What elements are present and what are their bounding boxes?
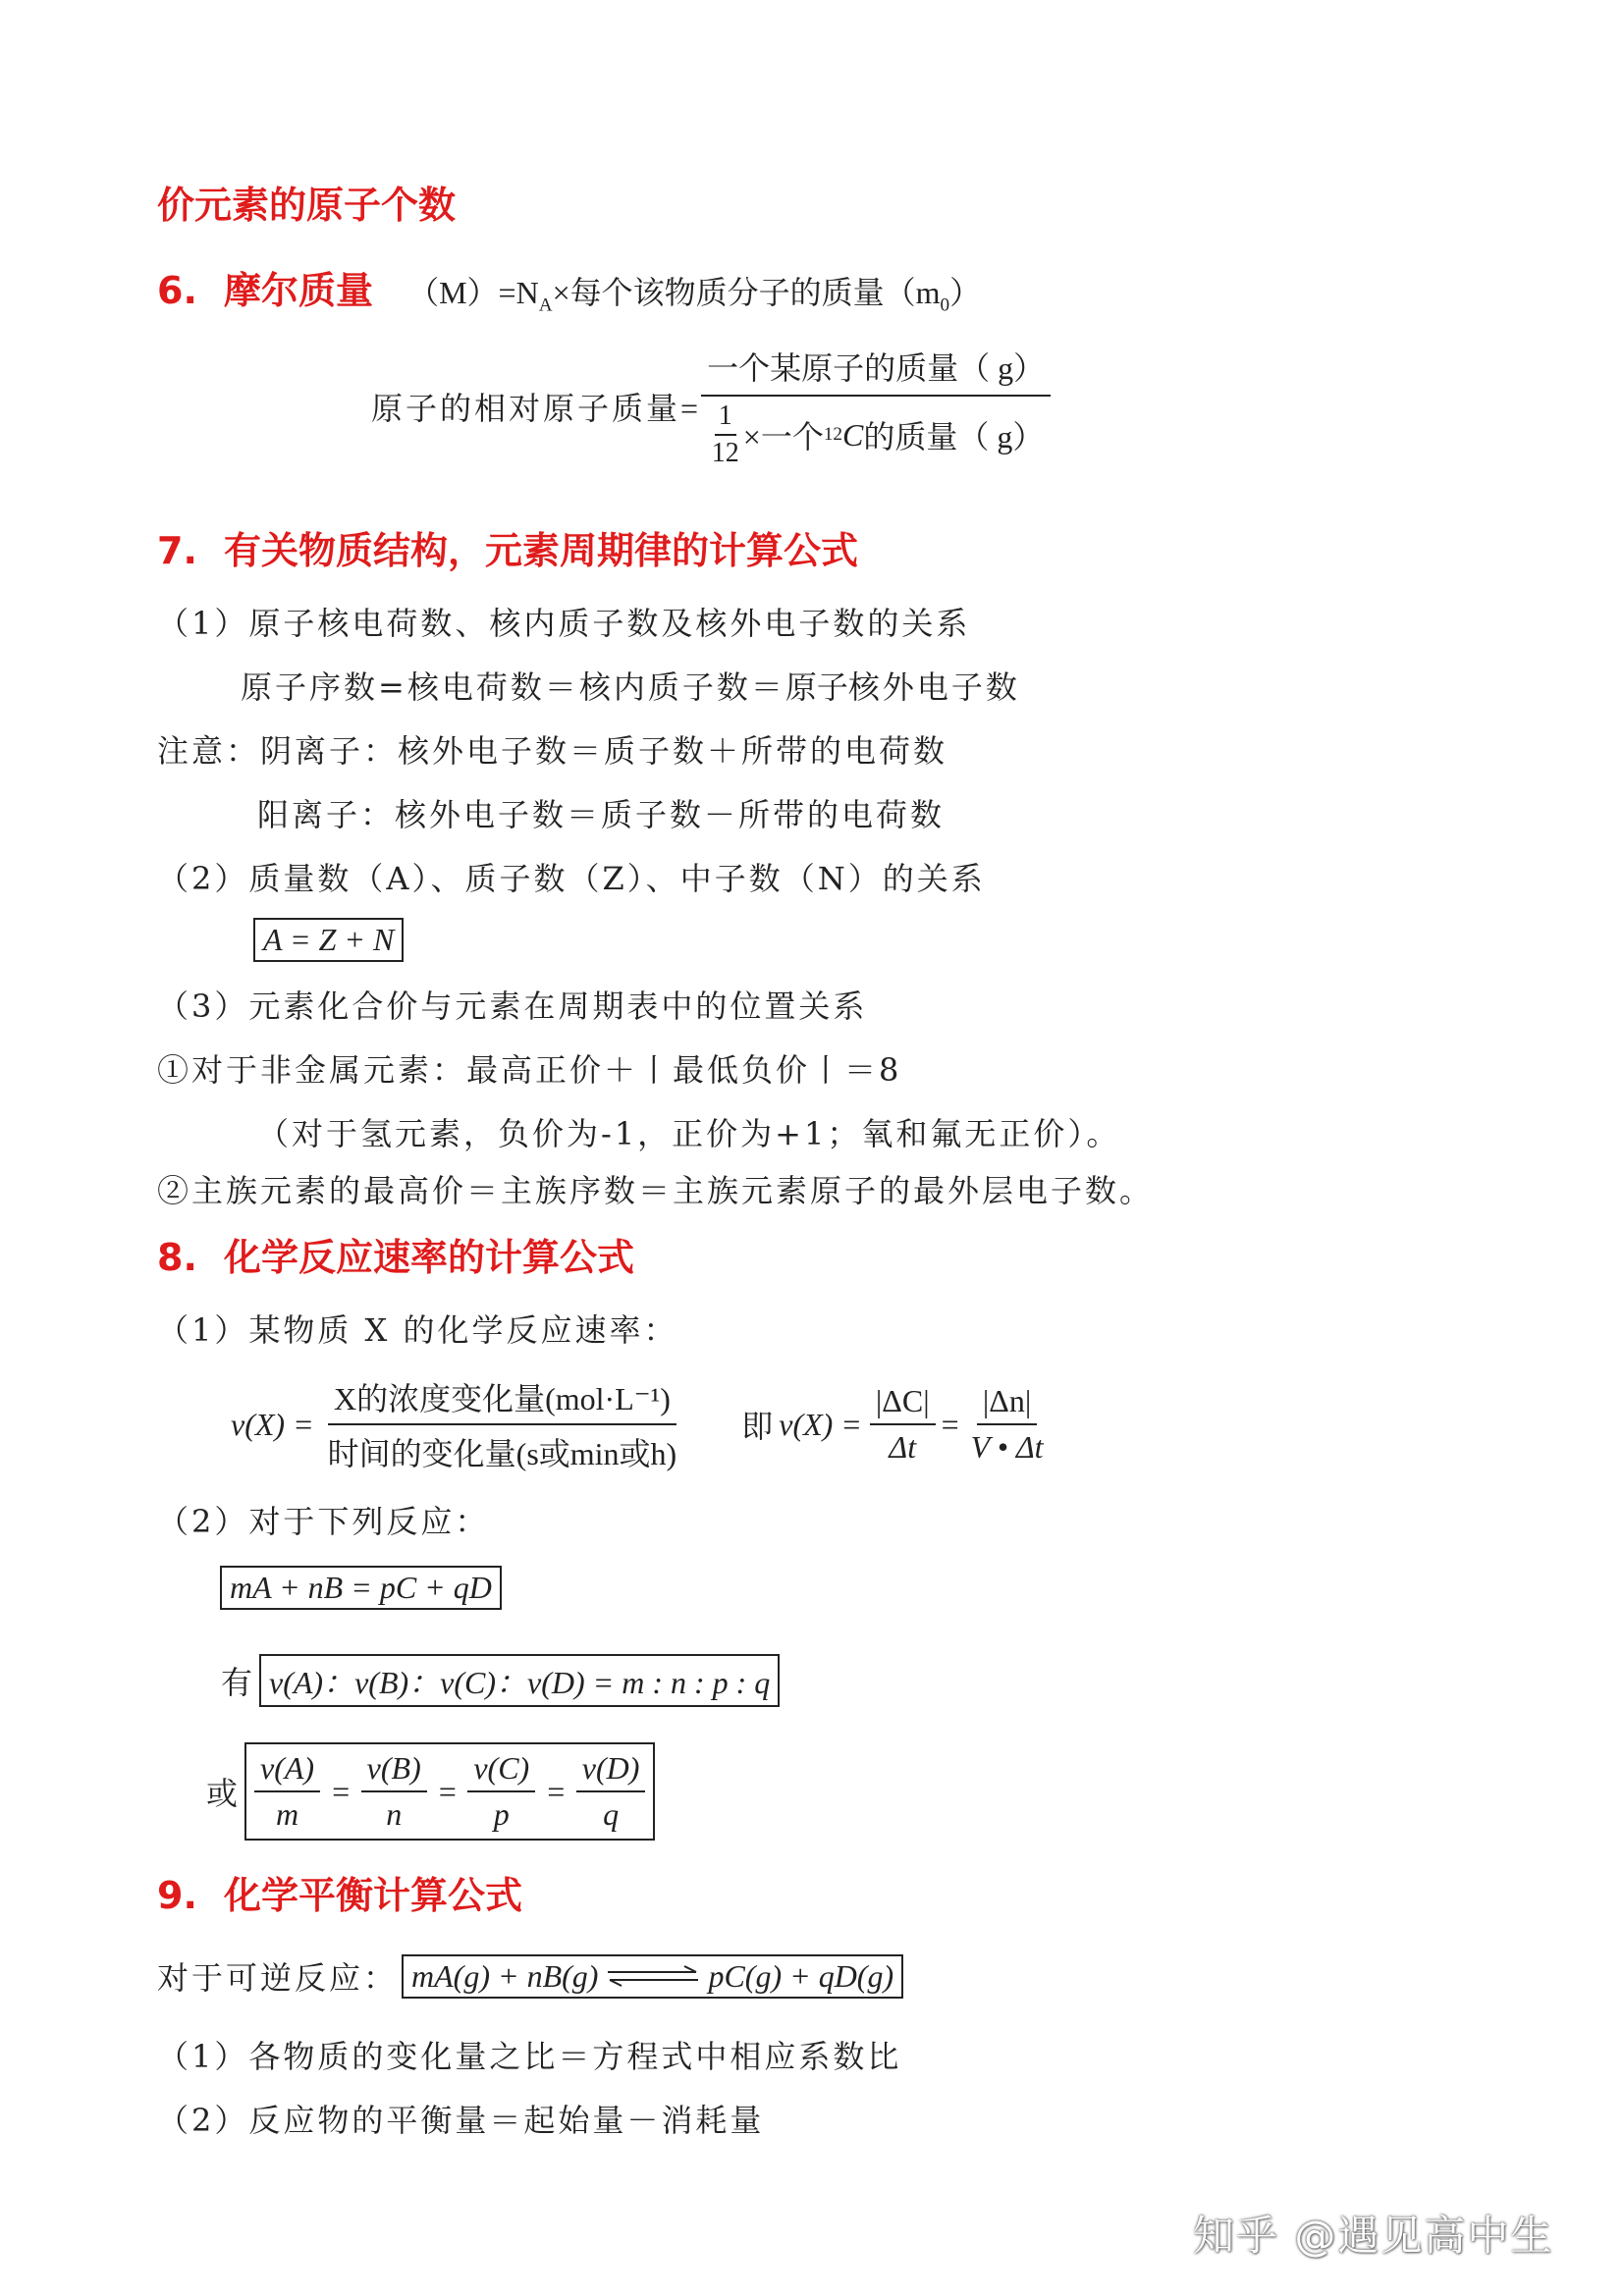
watermark: 知乎 @遇见高中生 (1193, 2212, 1554, 2260)
fraction-denominator: 时间的变化量(s或min或h) (327, 1436, 677, 1471)
section-6-heading (157, 260, 981, 316)
rate-fraction-row: 或 $\frac{v(A)}{m}$ = $\frac{v(B)}{n}$ = $\frac{v(C)}{p}$ = $\frac{v(D)}{q}$ (206, 1742, 655, 1841)
reversible-reaction-row: 对于可逆反应： mA(g) + nB(g) pC(g) + qD(g) (157, 1953, 903, 1999)
paragraph: 阳离子：核外电子数＝质子数－所带的电荷数 (257, 796, 946, 833)
fraction-denominator: $\frac{1}{12}$ ×一个 12 C 的质量（ g） (711, 400, 1045, 468)
fraction-denominator: Δt (889, 1429, 917, 1465)
reaction-equation-box: mA + nB = pC + qD (220, 1566, 502, 1610)
paragraph: （2）对于下列反应： (157, 1503, 490, 1540)
section-title: 有关物质结构，元素周期律的计算公式 (223, 529, 858, 572)
paragraph: （1）某物质 X 的化学反应速率： (157, 1311, 678, 1349)
equilibrium-arrow-icon (604, 1965, 702, 1987)
section-title: 化学反应速率的计算公式 (223, 1236, 634, 1279)
fraction-numerator: 一个某原子的质量（ g） (701, 344, 1051, 397)
fraction-numerator: |Δn| (977, 1383, 1037, 1425)
paragraph: （对于氢元素，负价为-1，正价为+1；氧和氟无正价）。 (257, 1115, 1121, 1152)
page-heading-fragment: 价元素的原子个数 (157, 184, 457, 227)
rate-ratio-row: 有 v(A)：v(B)：v(C)：v(D) = m : n : p : q (221, 1654, 780, 1707)
section-number: 8. (157, 1236, 197, 1279)
paragraph: 原子序数=核电荷数＝核内质子数＝原子核外电子数 (241, 668, 1020, 706)
fraction-numerator: |ΔC| (870, 1383, 936, 1425)
section-number: 6. (157, 269, 197, 312)
rate-formula: v(X) = $\frac{\text{X的浓度变化量(mol·L⁻¹)}}{\text{时间的变化量(s或min或h)}}$ 即 v(X) = $\frac{|\Delta C|}{\Delta t}$ = $\frac{|\Delta n|}{V • \Delta t}$ (231, 1374, 1050, 1474)
molar-mass-formula: $(M)=N_A\times$每个该物质分子的质量$(m_0)$ (407, 275, 982, 316)
paragraph: （3）元素化合价与元素在周期表中的位置关系 (157, 988, 868, 1025)
fraction-numerator: X的浓度变化量(mol·L⁻¹) (328, 1374, 676, 1425)
paragraph: （1）各物质的变化量之比＝方程式中相应系数比 (157, 2038, 902, 2075)
section-title: 摩尔质量 (223, 269, 373, 312)
section-8-heading (157, 1227, 634, 1281)
paragraph: （2）反应物的平衡量＝起始量－消耗量 (157, 2102, 765, 2139)
paragraph: ①对于非金属元素：最高正价＋丨最低负价丨＝8 (157, 1051, 902, 1089)
section-number: 9. (157, 1874, 197, 1917)
reversible-reaction-box: mA(g) + nB(g) pC(g) + qD(g) (402, 1954, 903, 1999)
paragraph: （1）原子核电荷数、核内质子数及核外电子数的关系 (157, 605, 971, 642)
fraction-denominator: V • Δt (970, 1429, 1044, 1465)
mass-number-formula-box: A = Z + N (253, 918, 404, 962)
section-7-heading (157, 520, 858, 574)
section-9-heading (157, 1865, 522, 1919)
section-number: 7. (157, 529, 197, 572)
paragraph: （2）质量数（A）、质子数（Z）、中子数（N）的关系 (157, 860, 986, 897)
relative-atomic-mass-formula: 原子的相对原子质量= 一个某原子的质量（ g） $\frac{1}{12}$ ×一个 12 C 的质量（ g） (371, 344, 1051, 469)
rate-fraction-box: $\frac{v(A)}{m}$ = $\frac{v(B)}{n}$ = $\frac{v(C)}{p}$ = $\frac{v(D)}{q}$ (244, 1742, 655, 1841)
paragraph: ②主族元素的最高价＝主族序数＝主族元素原子的最外层电子数。 (157, 1172, 1155, 1209)
section-title: 化学平衡计算公式 (223, 1874, 522, 1917)
rate-ratio-box: v(A)：v(B)：v(C)：v(D) = m : n : p : q (259, 1654, 780, 1707)
paragraph: 注意：阴离子：核外电子数＝质子数＋所带的电荷数 (157, 732, 948, 770)
